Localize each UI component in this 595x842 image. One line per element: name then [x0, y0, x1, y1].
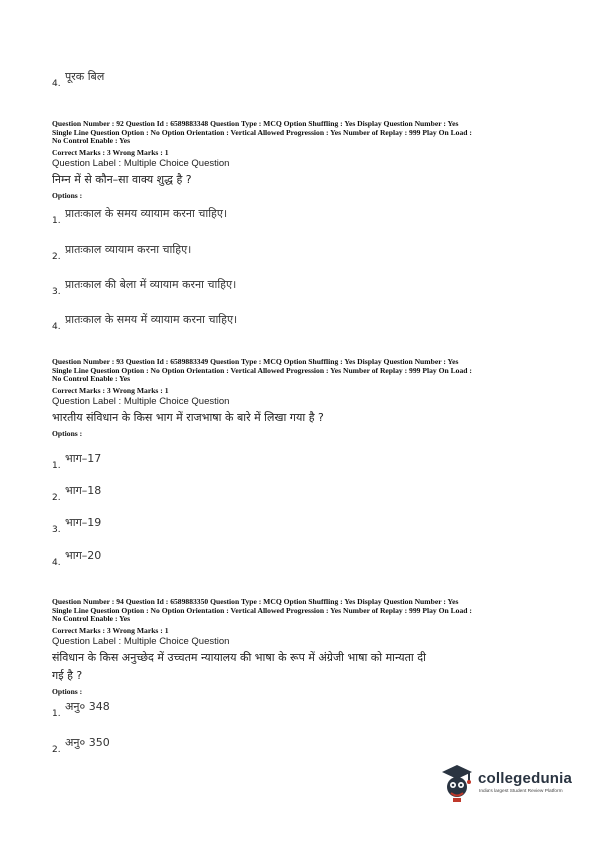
- question-label: Question Label : Multiple Choice Question: [52, 157, 230, 169]
- option-text: प्रातःकाल के समय में व्यायाम करना चाहिए।: [65, 313, 238, 326]
- option-text: भाग–17: [65, 452, 102, 465]
- option-number: 2.: [52, 745, 61, 755]
- question-label: Question Label : Multiple Choice Question: [52, 635, 230, 647]
- option-number: 4.: [52, 322, 61, 332]
- logo-tagline: India's largest Student Review Platform: [479, 789, 563, 794]
- option-text: अनु० 348: [65, 700, 110, 713]
- option-number: 4.: [52, 558, 61, 568]
- options-heading: Options :: [52, 428, 83, 438]
- question-meta-line: Question Number : 93 Question Id : 6589883349 Question Type : MCQ Option Shuffling : Yes Display Question Number : Yes: [52, 357, 459, 366]
- question-label: Question Label : Multiple Choice Question: [52, 395, 230, 407]
- question-text-continued: गई है ?: [52, 668, 83, 682]
- option-text: भाग–19: [65, 516, 102, 529]
- option-number: 4.: [52, 79, 61, 89]
- logo-brand-text: collegedunia: [478, 770, 573, 787]
- graduate-mascot-icon: [438, 762, 476, 804]
- option-text: प्रातःकाल की बेला में व्यायाम करना चाहिए।: [65, 278, 237, 291]
- option-text: प्रातःकाल के समय व्यायाम करना चाहिए।: [65, 207, 228, 220]
- question-meta-line: Single Line Question Option : No Option Orientation : Vertical Allowed Progression : Yes Number of Replay : 999 Play On Load :: [52, 127, 472, 137]
- question-meta-line: Single Line Question Option : No Option Orientation : Vertical Allowed Progression : Yes Number of Replay : 999 Play On Load :: [52, 605, 472, 615]
- question-marks: Correct Marks : 3 Wrong Marks : 1: [52, 147, 169, 157]
- question-marks: Correct Marks : 3 Wrong Marks : 1: [52, 385, 169, 395]
- question-text: संविधान के किस अनुच्छेद में उच्चतम न्यायालय की भाषा के रूप में अंग्रेजी भाषा को मान्यता दी: [52, 650, 426, 664]
- collegedunia-logo: [438, 762, 588, 812]
- question-meta-line: Question Number : 94 Question Id : 6589883350 Question Type : MCQ Option Shuffling : Yes Display Question Number : Yes: [52, 597, 459, 606]
- question-meta-line: No Control Enable : Yes: [52, 136, 131, 146]
- option-number: 1.: [52, 709, 61, 719]
- question-meta-line: No Control Enable : Yes: [52, 374, 131, 384]
- option-text: भाग–20: [65, 549, 102, 562]
- option-number: 2.: [52, 493, 61, 503]
- option-text: भाग–18: [65, 484, 102, 497]
- question-meta-line: Question Number : 92 Question Id : 6589883348 Question Type : MCQ Option Shuffling : Yes Display Question Number : Yes: [52, 119, 459, 128]
- option-number: 3.: [52, 525, 61, 535]
- question-text: निम्न में से कौन–सा वाक्य शुद्ध है ?: [52, 172, 192, 186]
- option-number: 2.: [52, 252, 61, 262]
- option-text: प्रातःकाल व्यायाम करना चाहिए।: [65, 243, 192, 256]
- question-block-93: [52, 358, 547, 439]
- question-meta-line: No Control Enable : Yes: [52, 614, 131, 624]
- question-marks: Correct Marks : 3 Wrong Marks : 1: [52, 625, 169, 635]
- option-number: 1.: [52, 216, 61, 226]
- question-block-94: [52, 598, 547, 697]
- option-text: अनु० 350: [65, 736, 110, 749]
- option-number: 3.: [52, 287, 61, 297]
- options-heading: Options :: [52, 190, 83, 200]
- question-text: भारतीय संविधान के किस भाग में राजभाषा के बारे में लिखा गया है ?: [52, 410, 324, 424]
- option-number: 1.: [52, 461, 61, 471]
- question-block-92: [52, 120, 547, 201]
- options-heading: Options :: [52, 686, 83, 696]
- option-text: पूरक बिल: [65, 70, 105, 83]
- question-meta-line: Single Line Question Option : No Option Orientation : Vertical Allowed Progression : Yes Number of Replay : 999 Play On Load :: [52, 365, 472, 375]
